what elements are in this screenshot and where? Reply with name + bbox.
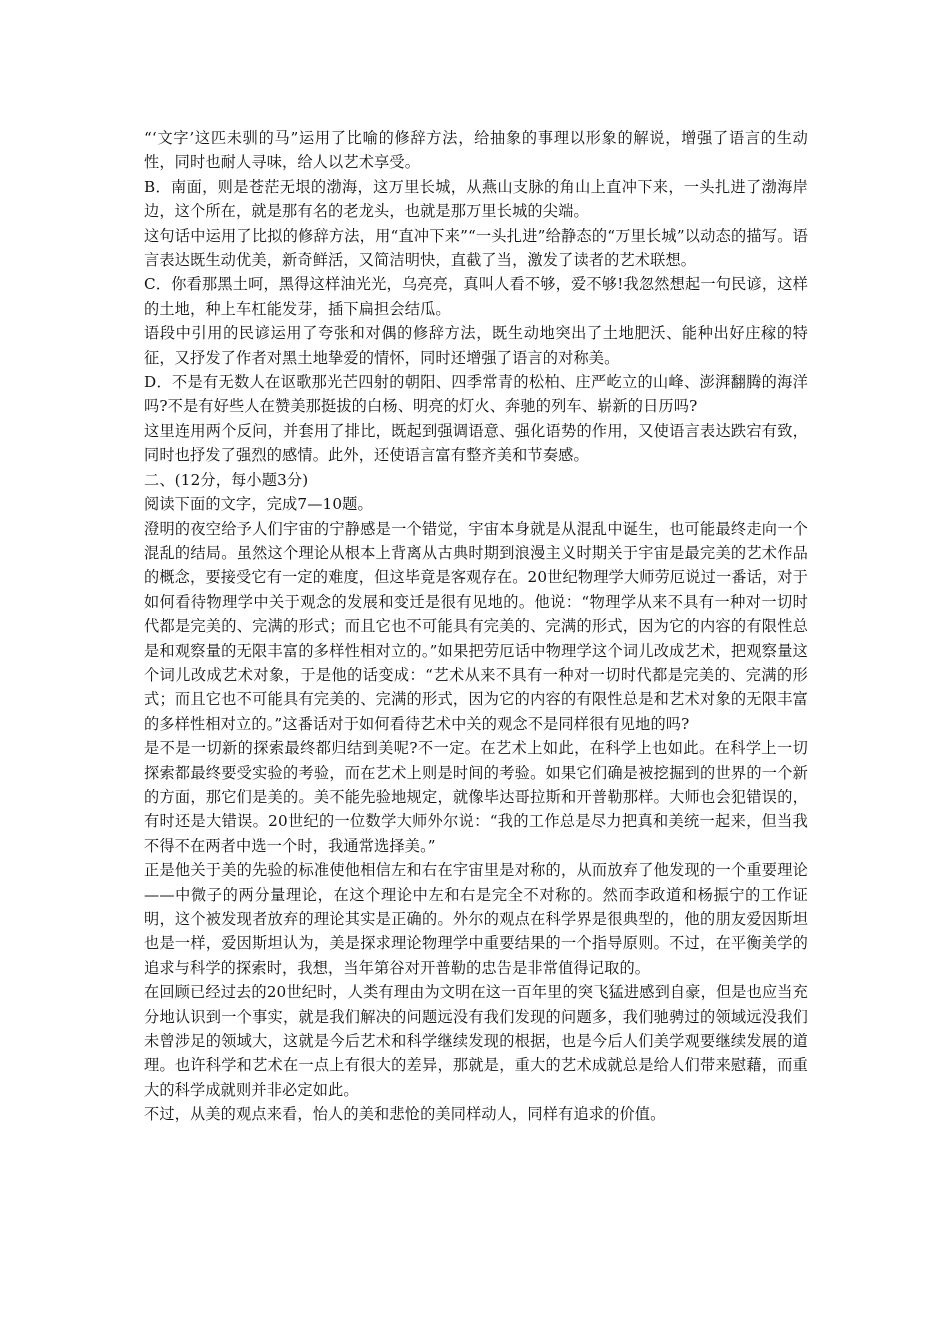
- paragraph-metaphor-analysis: “‘文字’这匹未驯的马”运用了比喻的修辞方法，给抽象的事理以形象的解说，增强了语言的生动性，同时也耐人寻味，给人以艺术享受。: [144, 129, 808, 172]
- reading-instruction: 阅读下面的文字，完成7—10题。: [144, 495, 373, 514]
- passage-paragraph-5: 不过，从美的观点来看，怡人的美和悲怆的美同样动人，同样有追求的价值。: [144, 1105, 666, 1124]
- paragraph-rhetorical-question-analysis: 这里连用两个反问，并套用了排比，既起到强调语意、强化语势的作用，又使语言表达跌宕有致，同时也抒发了强烈的感情。此外，还使语言富有整齐美和节奏感。: [144, 421, 808, 465]
- document-page: [144, 126, 808, 1127]
- paragraph-option-b: B．南面，则是苍茫无垠的渤海，这万里长城，从燕山支脉的角山上直冲下来，一头扎进了渤海岸边，这个所在，就是那有名的老龙头，也就是那万里长城的尖端。: [144, 177, 808, 221]
- passage-paragraph-3: 正是他关于美的先验的标准使他相信左和右在宇宙里是对称的，从而放弃了他发现的一个重要理论——中微子的两分量理论，在这个理论中左和右是完全不对称的。然而李政道和杨振宁的工作证明，这个被发现者放弃的理论其实是正确的。外尔的观点在科学界是很典型的，他的朋友爱因斯坦也是一样，爱因斯坦认为，美是探求理论物理学中重要结果的一个指导原则。不过，在平衡美学的追求与科学的探索时，我想，当年第谷对开普勒的忠告是非常值得记取的。: [144, 861, 808, 977]
- passage-paragraph-2: 是不是一切新的探索最终都归结到美呢?不一定。在艺术上如此，在科学上也如此。在科学上一切探索都最终要受实验的考验，而在艺术上则是时间的考验。如果它们确是被挖掘到的世界的一个新的方面，那它们是美的。美不能先验地规定，就像毕达哥拉斯和开普勒那样。大师也会犯错误的，有时还是大错误。20世纪的一位数学大师外尔说：“我的工作总是尽力把真和美统一起来，但当我不得不在两者中选一个时，我通常选择美。”: [144, 739, 808, 855]
- passage-paragraph-4: 在回顾已经过去的20世纪时，人类有理由为文明在这一百年里的突飞猛进感到自豪，但是也应当充分地认识到一个事实，就是我们解决的问题远没有我们发现的问题多，我们驰骋过的领域远没我们未曾涉足的领域大，这就是今后艺术和科学继续发现的根据，也是今后人们美学观要继续发展的道理。也许科学和艺术在一点上有很大的差异，那就是，重大的艺术成就总是给人们带来慰藉，而重大的科学成就则并非必定如此。: [144, 983, 808, 1099]
- section-heading-part-two: 二、(12分，每小题3分): [144, 470, 309, 489]
- paragraph-option-d: D．不是有无数人在讴歌那光芒四射的朝阳、四季常青的松柏、庄严屹立的山峰、澎湃翻腾的海洋吗?不是有好些人在赞美那挺拔的白杨、明亮的灯火、奔驰的列车、崭新的日历吗?: [144, 373, 808, 416]
- passage-paragraph-1: 澄明的夜空给予人们宇宙的宁静感是一个错觉，宇宙本身就是从混乱中诞生，也可能最终走向一个混乱的结局。虽然这个理论从根本上背离从古典时期到浪漫主义时期关于宇宙是最完美的艺术作品的概念，要接受它有一定的难度，但这毕竟是客观存在。20世纪物理学大师劳厄说过一番话，对于如何看待物理学中关于观念的发展和变迁是很有见地的。他说：“物理学从来不具有一种对一切时代都是完美的、完满的形式；而且它也不可能具有完美的、完满的形式，因为它的内容的有限性总是和观察量的无限丰富的多样性相对立的。”如果把劳厄话中物理学这个词儿改成艺术，把观察量这个词儿改成艺术对象，于是他的话变成：“艺术从来不具有一种对一切时代都是完美的、完满的形式；而且它也不可能具有完美的、完满的形式，因为它的内容的有限性总是和艺术对象的无限丰富的多样性相对立的。”这番话对于如何看待艺术中关的观念不是同样很有见地的吗?: [144, 519, 808, 733]
- paragraph-hyperbole-analysis: 语段中引用的民谚运用了夸张和对偶的修辞方法，既生动地突出了土地肥沃、能种出好庄稼的特征，又抒发了作者对黑土地挚爱的情怀，同时还增强了语言的对称美。: [144, 324, 808, 367]
- paragraph-option-c: C．你看那黑土呵，黑得这样油光光，乌亮亮，真叫人看不够，爱不够!我忽然想起一句民谚，这样的土地，种上车杠能发芽，插下扁担会结瓜。: [144, 275, 808, 318]
- paragraph-personification-analysis: 这句话中运用了比拟的修辞方法，用“直冲下来”“一头扎进”给静态的“万里长城”以动态的描写。语言表达既生动优美，新奇鲜活，又简洁明快，直截了当，激发了读者的艺术联想。: [144, 226, 808, 270]
